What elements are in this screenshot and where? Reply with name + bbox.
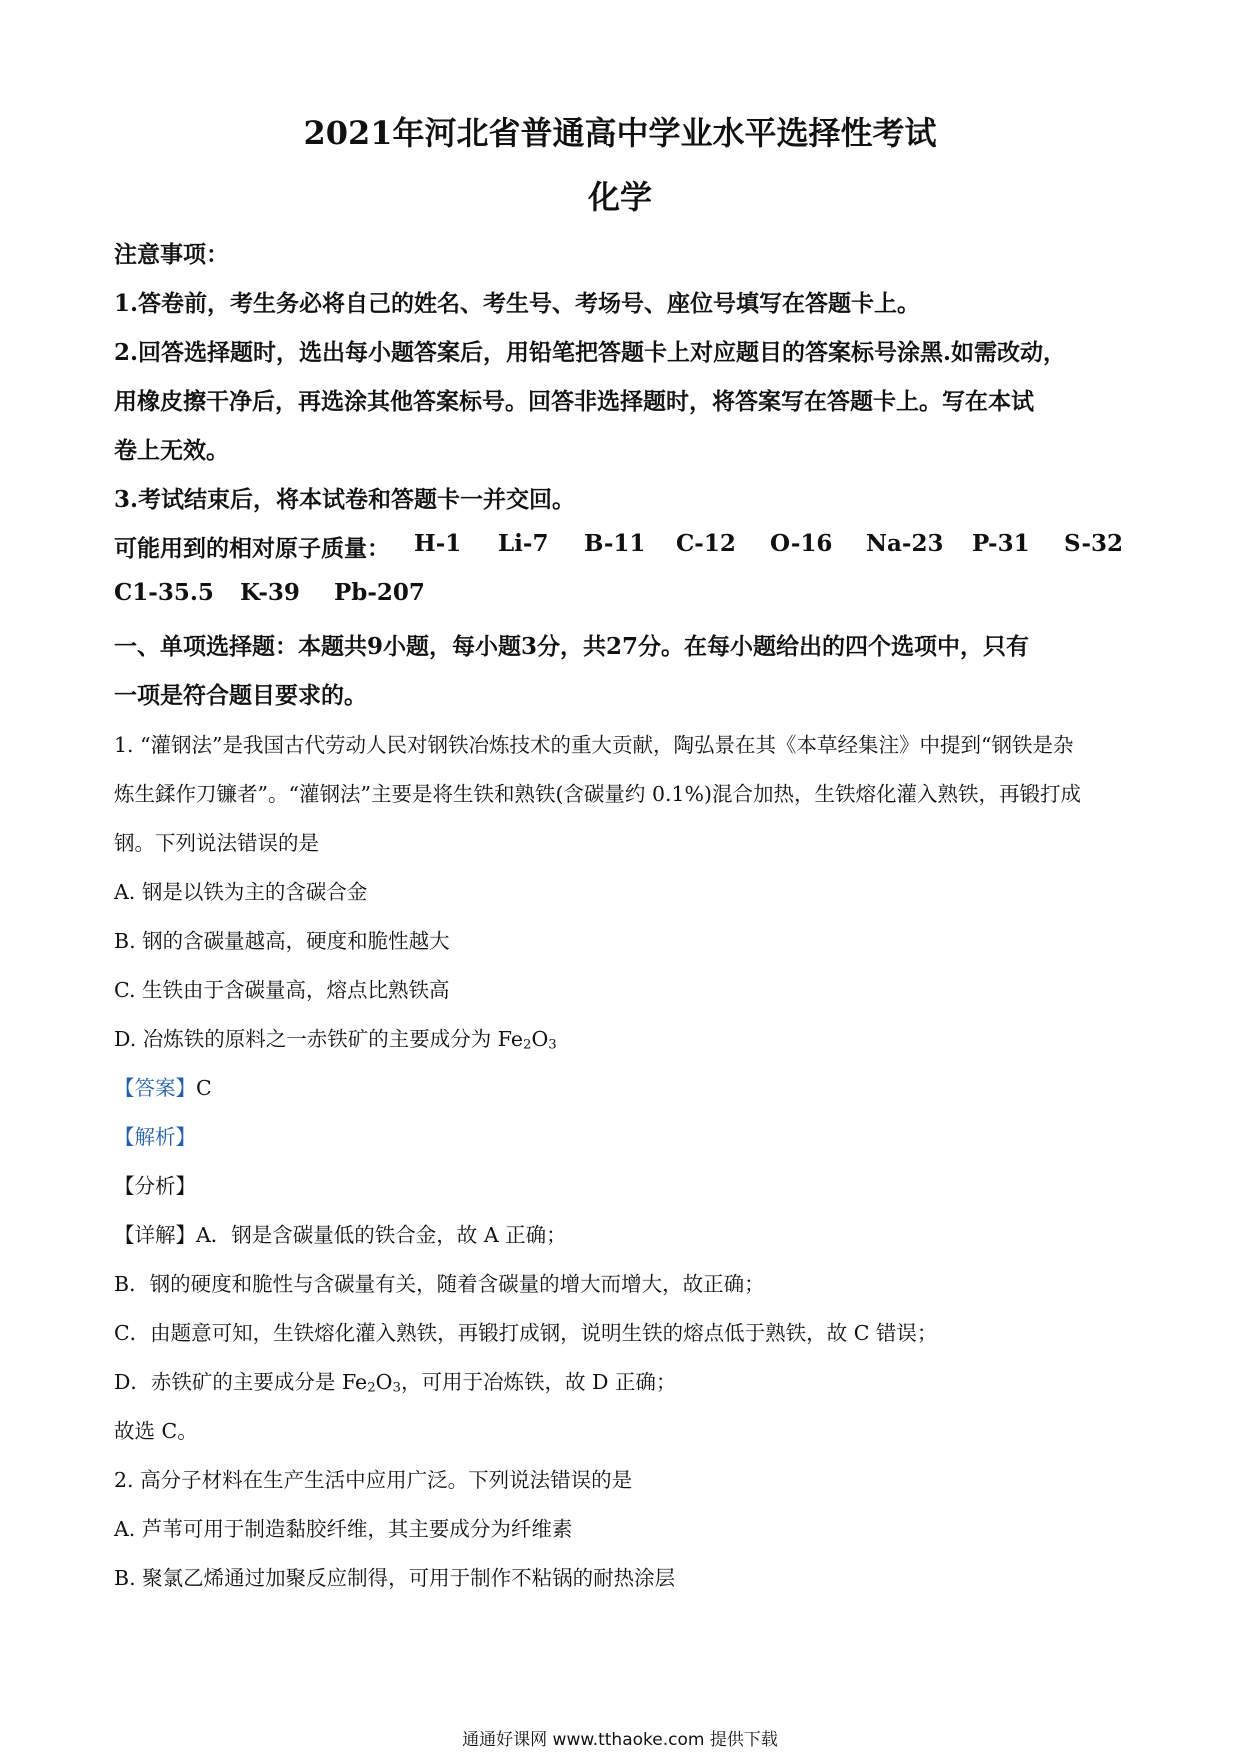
option-d-text: D. 冶炼铁的原料之一赤铁矿的主要成分为 Fe [114, 1027, 523, 1051]
answer-value: C [196, 1076, 212, 1100]
subscript-3: 3 [392, 1380, 401, 1396]
question-1-line-1: 1. “灌钢法”是我国古代劳动人民对钢铁冶炼技术的重大贡献，陶弘景在其《本草经集注》中提到“钢铁是杂 [114, 733, 1074, 757]
atomic-mass-label: 可能用到的相对原子质量： [114, 535, 390, 562]
exam-title: 2021年河北省普通高中学业水平选择性考试 [303, 114, 937, 152]
question-1-line-3: 钢。下列说法错误的是 [114, 831, 319, 855]
subscript-2: 2 [523, 1037, 532, 1053]
atomic-mass-item: Li-7 [498, 530, 549, 557]
detail-d-tail: ，可用于冶炼铁，故 D 正确； [400, 1370, 677, 1394]
question-2-option-b: B. 聚氯乙烯通过加聚反应制得，可用于制作不粘锅的耐热涂层 [114, 1566, 676, 1590]
notice-heading: 注意事项： [114, 241, 229, 268]
question-1-option-a: A. 钢是以铁为主的含碳合金 [114, 880, 368, 904]
detail-a: 【详解】A．钢是含碳量低的铁合金，故 A 正确； [114, 1223, 567, 1247]
subscript-2: 2 [367, 1380, 376, 1396]
question-1-option-b: B. 钢的含碳量越高，硬度和脆性越大 [114, 929, 450, 953]
question-2-stem: 2. 高分子材料在生产生活中应用广泛。下列说法错误的是 [114, 1468, 633, 1492]
atomic-mass-item: S-32 [1064, 530, 1124, 557]
detail-b: B．钢的硬度和脆性与含碳量有关，随着含碳量的增大而增大，故正确； [114, 1272, 765, 1296]
atomic-mass-item: O-16 [770, 530, 833, 557]
subscript-3: 3 [548, 1037, 557, 1053]
question-2-option-a: A. 芦苇可用于制造黏胶纤维，其主要成分为纤维素 [114, 1517, 573, 1541]
notice-item-3: 3.考试结束后，将本试卷和答题卡一并交回。 [114, 486, 576, 513]
notice-item-1: 1.答卷前，考生务必将自己的姓名、考生号、考场号、座位号填写在答题卡上。 [114, 290, 921, 317]
question-1-line-2: 炼生鍒作刀镰者”。“灌钢法”主要是将生铁和熟铁(含碳量约 0.1%)混合加热，生铁熔化灌入熟铁，再锻打成 [114, 782, 1082, 806]
answer-line [114, 1071, 212, 1101]
atomic-mass-item: C-12 [676, 530, 736, 557]
detail-c: C．由题意可知，生铁熔化灌入熟铁，再锻打成钢，说明生铁的熔点低于熟铁，故 C 错误； [114, 1321, 938, 1345]
section-heading-line-2: 一项是符合题目要求的。 [114, 682, 367, 709]
question-1-option-d [114, 1022, 557, 1053]
subject-title: 化学 [587, 178, 652, 216]
oxygen-symbol: O [531, 1027, 549, 1051]
notice-item-2-line-1: 2.回答选择题时，选出每小题答案后，用铅笔把答题卡上对应题目的答案标号涂黑.如需改动， [114, 339, 1067, 366]
detail-d-text: D．赤铁矿的主要成分是 Fe [114, 1370, 368, 1394]
section-heading-line-1: 一、单项选择题：本题共9小题，每小题3分，共27分。在每小题给出的四个选项中，只有 [114, 633, 1030, 660]
conclusion: 故选 C。 [114, 1419, 198, 1443]
notice-item-2-line-2: 用橡皮擦干净后，再选涂其他答案标号。回答非选择题时，将答案写在答题卡上。写在本试 [114, 388, 1034, 415]
atomic-mass-item: C1-35.5 [114, 579, 214, 606]
question-1-option-c: C. 生铁由于含碳量高，熔点比熟铁高 [114, 978, 450, 1002]
detail-d [114, 1365, 676, 1396]
atomic-mass-item: H-1 [414, 530, 462, 557]
atomic-mass-item: Na-23 [866, 530, 944, 557]
answer-tag: 【答案】 [114, 1076, 196, 1100]
atomic-mass-item: Pb-207 [334, 579, 425, 606]
oxygen-symbol: O [375, 1370, 393, 1394]
atomic-mass-item: K-39 [240, 579, 300, 606]
analysis-tag: 【解析】 [114, 1125, 196, 1149]
notice-item-2-line-3: 卷上无效。 [114, 437, 229, 464]
atomic-mass-item: B-11 [584, 530, 646, 557]
fenxi-tag: 【分析】 [114, 1174, 196, 1198]
atomic-mass-item: P-31 [972, 530, 1030, 557]
footer-watermark: 通通好课网 www.tthaoke.com 提供下载 [462, 1730, 778, 1750]
